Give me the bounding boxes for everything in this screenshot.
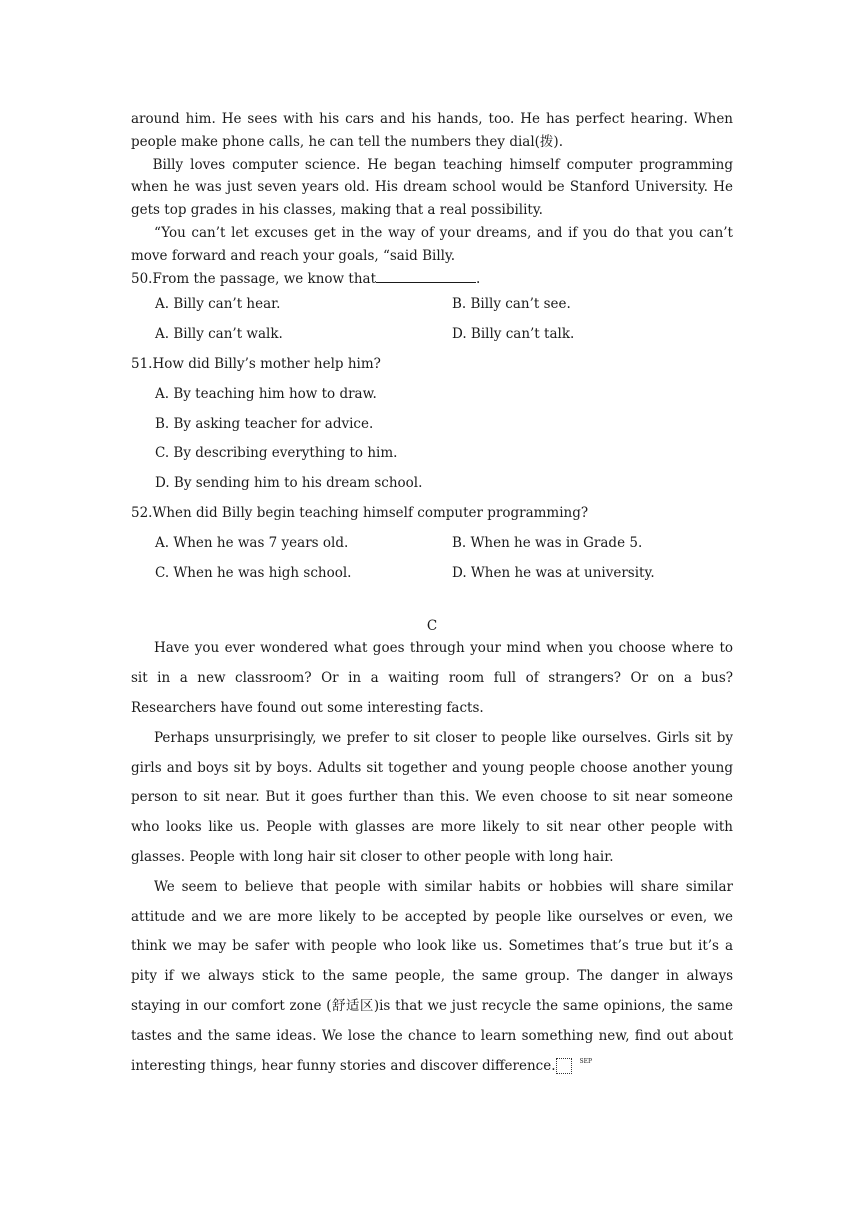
option-d: D. When he was at university. — [452, 564, 655, 581]
passage-c-paragraph-1: Have you ever wondered what goes through your mind when you choose where to sit in a new classroom? Or in a waiting room full of strangers? Or on a bus? Researchers have found out some interesting facts. — [131, 640, 733, 716]
option-row — [131, 320, 733, 350]
option-c: C. By describing everything to him. — [155, 445, 398, 462]
passage-b-paragraph-3: “You can’t let excuses get in the way of your dreams, and if you do that you can’t move forward and reach your goals, “said Billy. — [131, 224, 733, 264]
sep-mark-icon: SEP — [556, 1058, 572, 1074]
option-row — [131, 290, 733, 320]
question-50-stem-end: . — [476, 270, 481, 287]
question-51 — [131, 350, 733, 499]
option-a: A. When he was 7 years old. — [155, 534, 349, 551]
option-row — [131, 529, 733, 559]
document-page — [131, 108, 733, 1081]
section-heading: C — [426, 618, 438, 635]
option-b: B. By asking teacher for advice. — [155, 415, 374, 432]
question-52 — [131, 499, 733, 588]
option-d: D. Billy can’t talk. — [452, 326, 575, 343]
option-a: A. By teaching him how to draw. — [155, 385, 377, 402]
question-50-stem: 50.From the passage, we know that — [131, 270, 376, 287]
passage-c-paragraph-3 — [131, 873, 733, 1082]
answer-blank — [376, 270, 476, 283]
question-51-stem: 51.How did Billy’s mother help him? — [131, 355, 381, 372]
question-52-stem: 52.When did Billy begin teaching himself computer programming? — [131, 504, 589, 521]
option-b: B. When he was in Grade 5. — [452, 534, 643, 551]
question-50 — [131, 268, 733, 350]
option-row — [131, 559, 733, 589]
option-b: B. Billy can’t see. — [452, 296, 571, 313]
option-d: D. By sending him to his dream school. — [155, 475, 423, 492]
option-a: A. Billy can’t hear. — [155, 296, 281, 313]
passage-b-paragraph-2: Billy loves computer science. He began teaching himself computer programming when he was just seven years old. His dream school would be Stanford University. He gets top grades in his classes, making that a real possibility. — [131, 156, 733, 219]
passage-c-paragraph-2: Perhaps unsurprisingly, we prefer to sit closer to people like ourselves. Girls sit by girls and boys sit by boys. Adults sit together and young people choose another young person to sit near. But it goes further than this. We even choose to sit near someone who looks like us. People with glasses are more likely to sit near other people with glasses. People with long hair sit closer to other people with long hair. — [131, 729, 733, 865]
passage-b-paragraph-end: around him. He sees with his cars and his hands, too. He has perfect hearing. When people make phone calls, he can tell the numbers they dial(拨). — [131, 111, 733, 150]
option-c: C. When he was high school. — [155, 564, 352, 581]
option-c: A. Billy can’t walk. — [155, 326, 283, 343]
passage-c-paragraph-3-text: We seem to believe that people with similar habits or hobbies will share similar attitude and we are more likely to be accepted by people like ourselves or even, we think we may be safer with people who look like us. Sometimes that’s true but it’s a pity if we always stick to the same people, the same group. The danger in always staying in our comfort zone (舒适区)is that we just recycle the same opinions, the same tastes and the same ideas. We lose the chance to learn something new, find out about interesting things, hear funny stories and discover difference. — [131, 878, 733, 1074]
